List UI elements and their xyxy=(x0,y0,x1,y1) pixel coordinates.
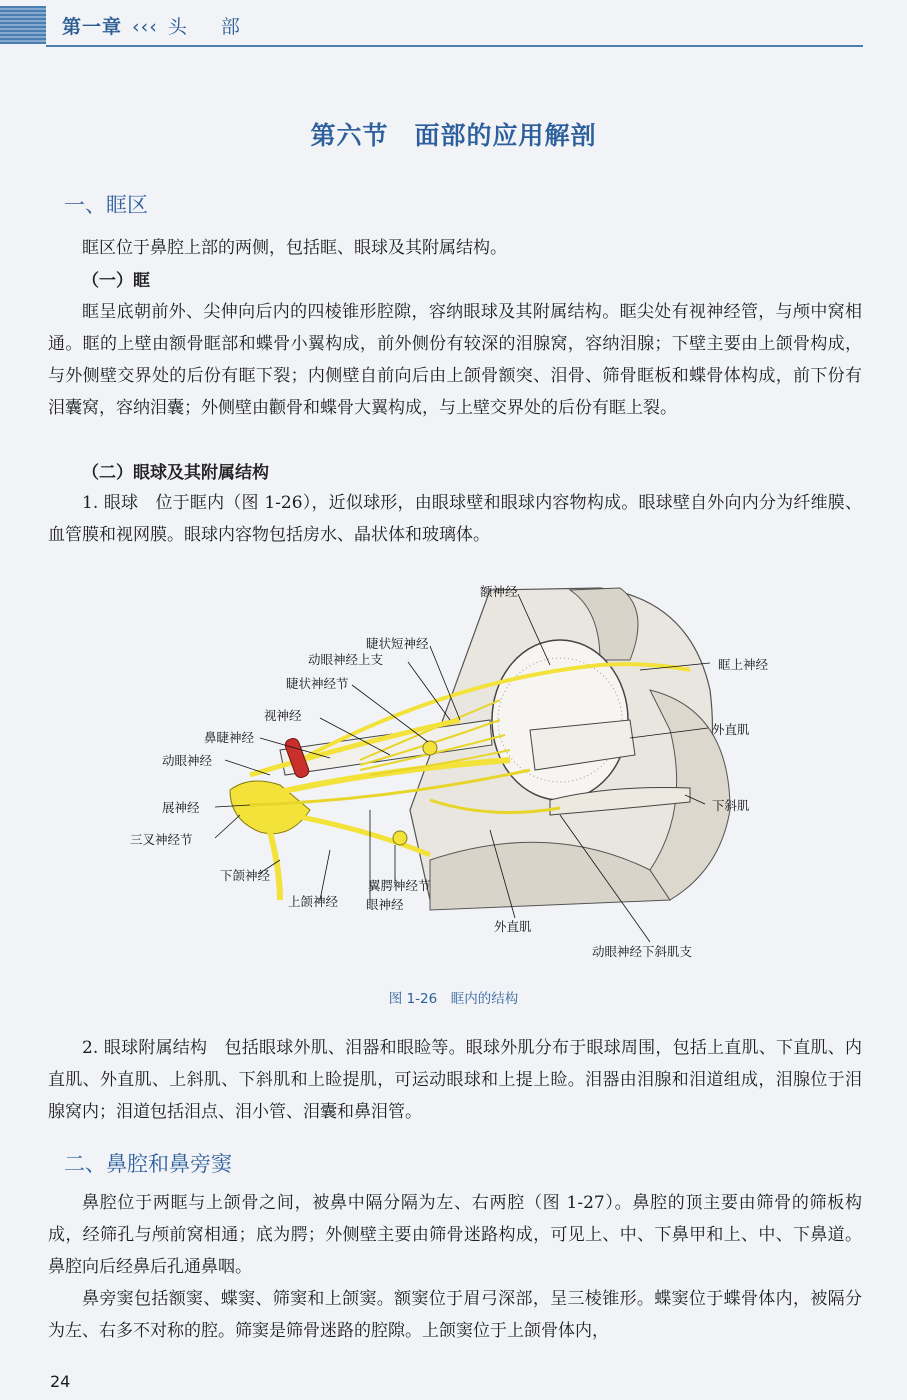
eyeball-paragraph: 1. 眼球 位于眶内（图 1-26），近似球形，由眼球壁和眼球内容物构成。眼球壁自外向内分为纤维膜、血管膜和视网膜。眼球内容物包括房水、晶状体和玻璃体。 xyxy=(48,493,862,545)
label-nasociliary-nerve: 鼻睫神经 xyxy=(204,730,255,745)
orbit-illustration xyxy=(130,570,780,990)
label-lateral-rectus-bottom: 外直肌 xyxy=(494,919,532,934)
section-title: 第六节 面部的应用解剖 xyxy=(310,121,597,150)
label-oculomotor-superior: 动眼神经上支 xyxy=(308,652,384,667)
label-abducens-nerve: 展神经 xyxy=(162,800,200,815)
running-header xyxy=(62,12,254,39)
label-pterygopalatine-ganglion: 翼腭神经节 xyxy=(368,878,431,893)
ciliary-ganglion-mark xyxy=(423,741,437,755)
label-mandibular-nerve: 下颌神经 xyxy=(220,868,271,883)
label-short-ciliary-nerve: 睫状短神经 xyxy=(366,636,429,651)
header-decoration xyxy=(0,6,46,44)
label-lateral-rectus: 外直肌 xyxy=(712,722,750,737)
label-oculomotor-nerve: 动眼神经 xyxy=(162,753,213,768)
heading-orbit-region: 一、眶区 xyxy=(64,193,148,217)
header-section: 头 部 xyxy=(167,16,254,38)
page-number: 24 xyxy=(50,1372,71,1391)
header-rule xyxy=(46,45,863,47)
orbit-region-intro: 眶区位于鼻腔上部的两侧，包括眶、眼球及其附属结构。 xyxy=(82,238,507,258)
orbit-paragraph: 眶呈底朝前外、尖伸向后内的四棱锥形腔隙，容纳眼球及其附属结构。眶尖处有视神经管，与颅中窝相通。眶的上壁由额骨眶部和蝶骨小翼构成，前外侧份有较深的泪腺窝，容纳泪腺；下壁主要由上颌骨构成，与外侧壁交界处的后份有眶下裂；内侧壁自前向后由上颌骨额突、泪骨、筛骨眶板和蝶骨体构成，前下份有泪囊窝，容纳泪囊；外侧壁由颧骨和蝶骨大翼构成，与上壁交界处的后份有眶上裂。 xyxy=(48,302,862,418)
figure-caption: 图 1-26 眶内的结构 xyxy=(388,991,519,1007)
label-supraorbital-nerve: 眶上神经 xyxy=(718,657,769,672)
heading-nasal-cavity: 二、鼻腔和鼻旁窦 xyxy=(64,1152,232,1176)
label-oculomotor-inferior-oblique-branch: 动眼神经下斜肌支 xyxy=(592,944,693,959)
label-frontal-nerve: 额神经 xyxy=(480,584,518,599)
label-ophthalmic-nerve: 眼神经 xyxy=(366,897,404,912)
label-maxillary-nerve: 上颌神经 xyxy=(288,894,339,909)
label-optic-nerve: 视神经 xyxy=(264,708,302,723)
nasal-cavity-paragraph: 鼻腔位于两眶与上颌骨之间，被鼻中隔分隔为左、右两腔（图 1-27）。鼻腔的顶主要由筛骨的筛板构成，经筛孔与颅前窝相通；底为腭；外侧壁主要由筛骨迷路构成，可见上、中、下鼻甲和上、中、下鼻道。鼻腔向后经鼻后孔通鼻咽。 xyxy=(48,1193,862,1277)
maxillary-nerve xyxy=(290,815,430,855)
accessory-structures-paragraph: 2. 眼球附属结构 包括眼球外肌、泪器和眼睑等。眼球外肌分布于眼球周围，包括上直肌、下直肌、内直肌、外直肌、上斜肌、下斜肌和上睑提肌，可运动眼球和上提上睑。泪器由泪腺和泪道组成，泪腺位于泪腺窝内；泪道包括泪点、泪小管、泪囊和鼻泪管。 xyxy=(48,1038,862,1122)
pterygopalatine-ganglion-mark xyxy=(393,831,407,845)
figure-orbit-structures xyxy=(130,570,780,990)
label-ciliary-ganglion: 睫状神经节 xyxy=(286,676,349,691)
heading-orbit: （一）眶 xyxy=(82,271,150,291)
chapter-label: 第一章 xyxy=(62,16,123,38)
header-arrows: ‹‹‹ xyxy=(132,16,158,38)
label-inferior-oblique: 下斜肌 xyxy=(712,798,750,813)
label-trigeminal-ganglion: 三叉神经节 xyxy=(130,832,193,847)
paranasal-sinus-paragraph: 鼻旁窦包括额窦、蝶窦、筛窦和上颌窦。额窦位于眉弓深部，呈三棱锥形。蝶窦位于蝶骨体内，被隔分为左、右多不对称的腔。筛窦是筛骨迷路的腔隙。上颌窦位于上颌骨体内， xyxy=(48,1289,862,1341)
heading-eyeball: （二）眼球及其附属结构 xyxy=(82,463,269,483)
